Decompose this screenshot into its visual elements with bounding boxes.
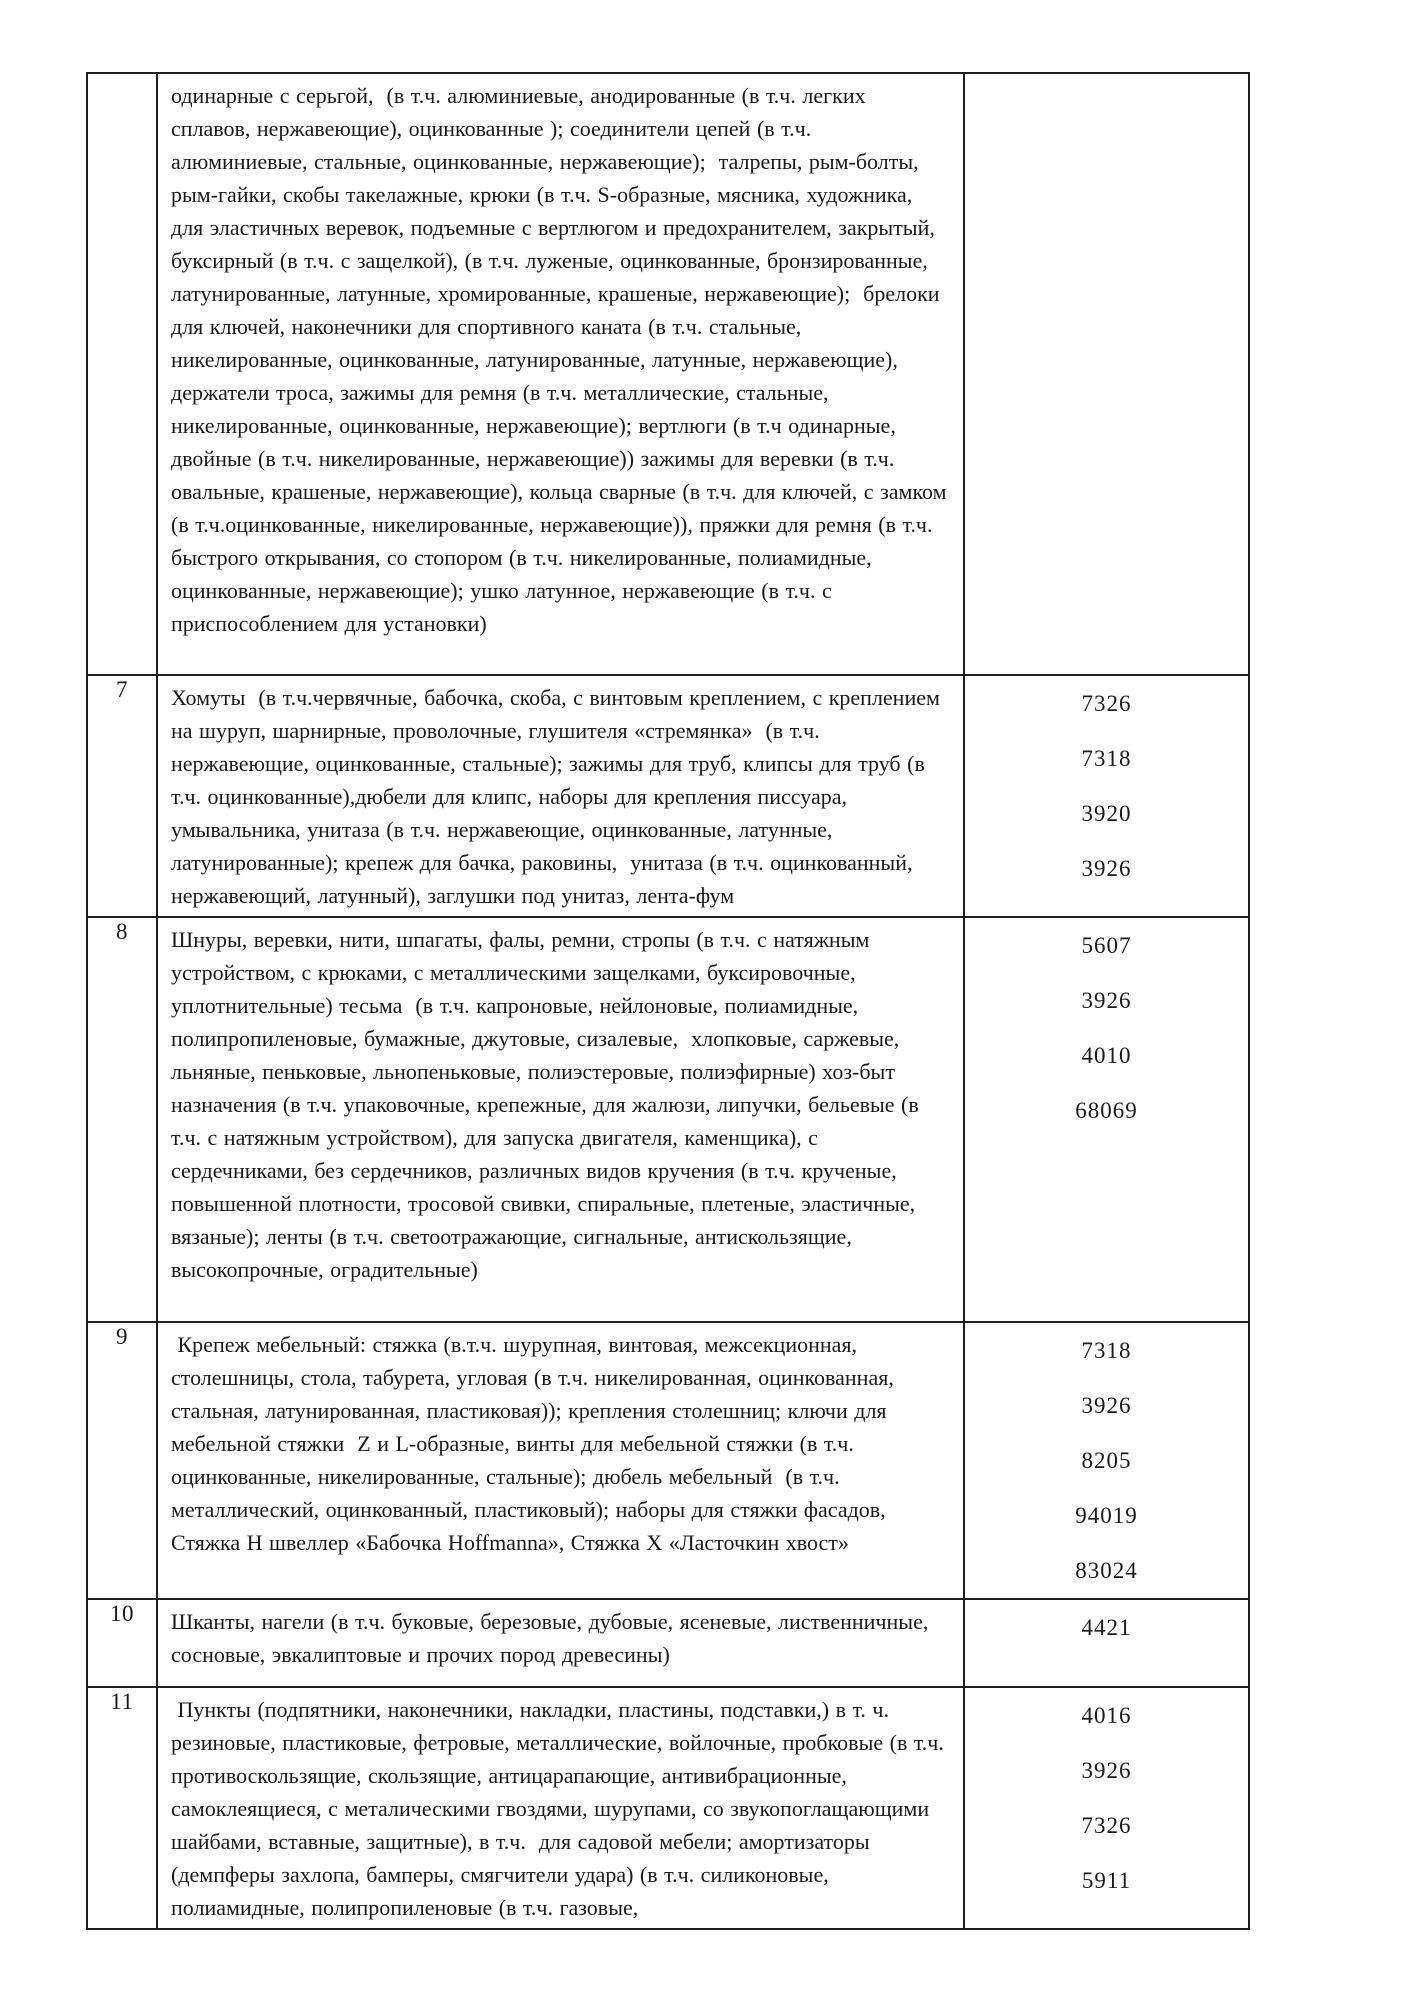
row-description: Шнуры, веревки, нити, шпагаты, фалы, ремни, стропы (в т.ч. с натяжным устройством, с крюками, с металлическими защелками, буксировочные, уплотнительные) тесьма (в т.ч. капроновые, нейлоновые, полиамидные, полипропиленовые, бумажные, джутовые, сизалевые, хлопковые, саржевые, льняные, пеньковые, льнопеньковые, полиэстеровые, полиэфирные) хоз-быт назначения (в т.ч. упаковочные, крепежные, для жалюзи, липучки, бельевые (в т.ч. с натяжным устройством), для запуска двигателя, каменщика), с сердечниками, без сердечников, различных видов кручения (в т.ч. крученые, повышенной плотности, тросовой свивки, спиральные, плетеные, эластичные, вязаные); ленты (в т.ч. светоотражающие, сигнальные, антискользящие, высокопрочные, оградительные) [157,917,964,1322]
code-value: 8205 [1081,1448,1132,1473]
row-description: Хомуты (в т.ч.червячные, бабочка, скоба, с винтовым креплением, с креплением на шуруп, шарнирные, проволочные, глушителя «стремянка» (в т.ч. нержавеющие, оцинкованные, стальные); зажимы для труб, клипсы для труб (в т.ч. оцинкованные),дюбели для клипс, наборы для крепления писсуара, умывальника, унитаза (в т.ч. нержавеющие, оцинкованные, латунные, латунированные); крепеж для бачка, раковины, унитаза (в т.ч. оцинкованный, нержавеющий, латунный), заглушки под унитаз, лента-фум [157,675,964,917]
code-value: 3926 [1081,1393,1132,1418]
row-codes [964,675,1249,917]
row-number: 10 [87,1599,157,1687]
row-description: одинарные с серьгой, (в т.ч. алюминиевые, анодированные (в т.ч. легких сплавов, нержавеющие), оцинкованные ); соединители цепей (в т.ч. алюминиевые, стальные, оцинкованные, нержавеющие); талрепы, рым-болты, рым-гайки, скобы такелажные, крюки (в т.ч. S-образные, мясника, художника, для эластичных веревок, подъемные с вертлюгом и предохранителем, закрытый, буксирный (в т.ч. с защелкой), (в т.ч. луженые, оцинкованные, бронзированные, латунированные, латунные, хромированные, крашеные, нержавеющие); брелоки для ключей, наконечники для спортивного каната (в т.ч. стальные, никелированные, оцинкованные, латунированные, латунные, нержавеющие), держатели троса, зажимы для ремня (в т.ч. металлические, стальные, никелированные, оцинкованные, нержавеющие); вертлюги (в т.ч одинарные, двойные (в т.ч. никелированные, нержавеющие)) зажимы для веревки (в т.ч. овальные, крашеные, нержавеющие), кольца сварные (в т.ч. для ключей, с замком (в т.ч.оцинкованные, никелированные, нержавеющие)), пряжки для ремня (в т.ч. быстрого открывания, со стопором (в т.ч. никелированные, полиамидные, оцинкованные, нержавеющие); ушко латунное, нержавеющие (в т.ч. с приспособлением для установки) [157,73,964,675]
code-value: 68069 [1075,1098,1138,1123]
row-description: Крепеж мебельный: стяжка (в.т.ч. шурупная, винтовая, межсекционная, столешницы, стола, табурета, угловая (в т.ч. никелированная, оцинкованная, стальная, латунированная, пластиковая)); крепления столешниц; ключи для мебельной стяжки Z и L-образные, винты для мебельной стяжки (в т.ч. оцинкованные, никелированные, стальные); дюбель мебельный (в т.ч. металлический, оцинкованный, пластиковый); наборы для стяжки фасадов, Стяжка H швеллер «Бабочка Hoffmanna», Стяжка X «Ласточкин хвост» [157,1322,964,1599]
table-row [87,1687,1249,1929]
row-number [87,73,157,675]
table-row [87,1322,1249,1599]
code-value: 3920 [1081,801,1132,826]
code-value: 83024 [1075,1558,1138,1583]
row-codes [964,1687,1249,1929]
code-value: 7318 [1081,1338,1132,1363]
code-value: 4016 [1081,1703,1132,1728]
table-row [87,917,1249,1322]
code-value: 94019 [1075,1503,1138,1528]
row-number: 7 [87,675,157,917]
row-codes [964,1322,1249,1599]
code-value: 5607 [1081,933,1132,958]
code-value: 7326 [1081,691,1132,716]
row-number: 8 [87,917,157,1322]
code-value: 5911 [1081,1868,1132,1893]
code-value: 4010 [1081,1043,1132,1068]
code-value: 3926 [1081,988,1132,1013]
row-number: 11 [87,1687,157,1929]
row-number: 9 [87,1322,157,1599]
code-value: 4421 [1081,1615,1132,1640]
code-value: 7318 [1081,746,1132,771]
row-description: Шканты, нагели (в т.ч. буковые, березовые, дубовые, ясеневые, лиственничные, сосновые, эвкалиптовые и прочих пород древесины) [157,1599,964,1687]
code-value: 3926 [1081,1758,1132,1783]
table-row [87,1599,1249,1687]
code-value: 7326 [1081,1813,1132,1838]
table-row [87,73,1249,675]
table-row [87,675,1249,917]
row-description: Пункты (подпятники, наконечники, накладки, пластины, подставки,) в т. ч. резиновые, пластиковые, фетровые, металлические, войлочные, пробковые (в т.ч. противоскользящие, скользящие, антицарапающие, антивибрационные, самоклеящиеся, с металическими гвоздями, шурупами, со звукопоглащающими шайбами, вставные, защитные), в т.ч. для садовой мебели; амортизаторы (демпферы захлопа, бамперы, смягчители удара) (в т.ч. силиконовые, полиамидные, полипропиленовые (в т.ч. газовые, [157,1687,964,1929]
code-value: 3926 [1081,856,1132,881]
row-codes [964,1599,1249,1687]
classification-table [86,72,1250,1930]
row-codes [964,73,1249,675]
row-codes [964,917,1249,1322]
